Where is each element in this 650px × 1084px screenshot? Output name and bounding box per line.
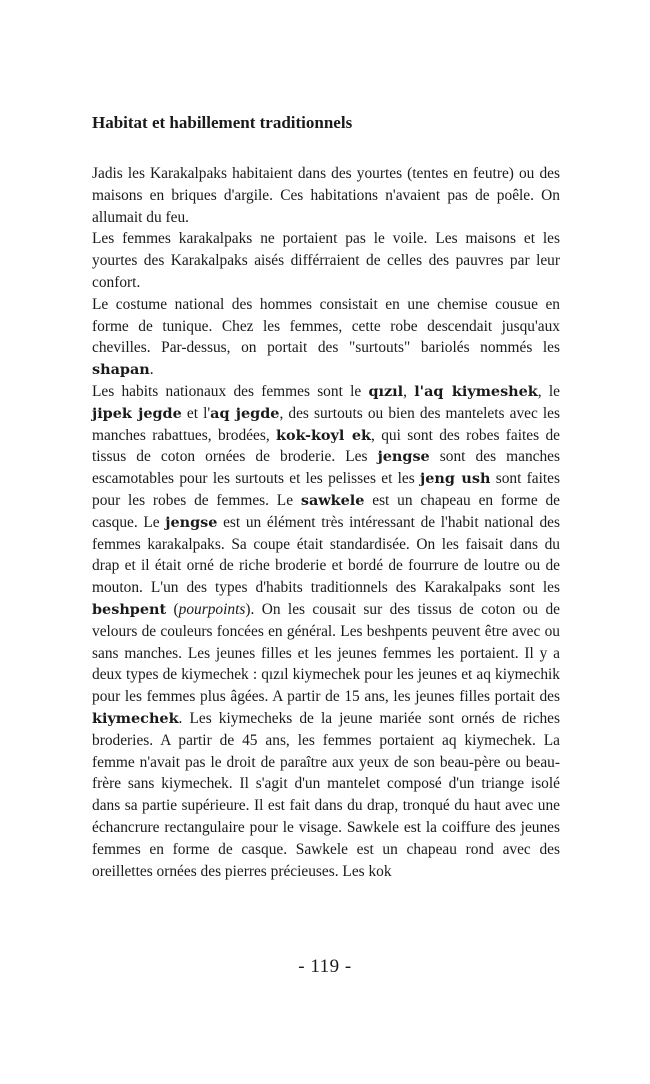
section-title: Habitat et habillement traditionnels [92,113,353,132]
text-run: est un chapeau en forme de casque. Le [92,491,560,531]
page-number: - 119 - [298,956,352,977]
text-run: sont faites pour les robes de femmes. Le [92,470,560,509]
text-run: ( [166,600,179,618]
page-content [92,112,560,882]
paragraph-2: Les femmes karakalpaks ne portaient pas le voile. Les maisons et les yourtes des Karakalpaks aisés différraient de celles des pauvres par leur confort. [92,230,560,291]
term-sawkele: sawkele [300,491,365,509]
term-kiymechek: kiymechek [92,709,179,727]
text-run: , qui sont des robes faites de tissus de coton ornées de broderie. Les [92,426,561,466]
term-beshpent: beshpent [92,600,167,618]
text-run: . [149,361,154,379]
term-pourpoints: pourpoints [178,600,246,618]
paragraph-3 [92,294,560,381]
text-run: et l' [181,404,211,422]
text-run: Les habits nationaux des femmes sont le [92,382,369,400]
term-shapan: shapan [92,361,150,379]
text-run: , le [537,382,560,400]
text-run: . Les kiymecheks de la jeune mariée sont ornés de riches broderies. A partir de 45 ans, les femmes portaient aq kiymechek. La femme n'avait pas le droit de paraître aux yeux de son beau-père ou beau-frère sans kiymechek. Il s'agit d'un mantelet composé d'un triange isolé dans sa partie supérieure. Il est fait dans du drap, tronqué du haut avec une échancrure rectangulaire pour le visage. Sawkele est la coiffure des jeunes femmes en forme de casque. Sawkele est un chapeau rond avec des oreillettes ornées des pierres précieuses. Les kok [92,709,560,880]
text-run: sont des manches escamotables pour les surtouts et les pelisses et les [92,448,560,488]
term-kok-koylek: kok-koyl ek [276,426,371,444]
term-qizil: qızıl [368,382,404,400]
paragraph-1: Jadis les Karakalpaks habitaient dans des yourtes (tentes en feutre) ou des maisons en briques d'argile. Ces habitations n'avaient pas de poêle. On allumait du feu. [92,165,560,226]
term-aq-jegde: aq jegde [210,404,280,422]
term-jengse-2: jengse [165,513,218,531]
term-jeng-ush: jeng ush [420,470,491,488]
term-jengse: jengse [377,448,430,466]
term-aq-kiymeshek: l'aq kiymeshek [414,382,538,400]
text-run: Le costume national des hommes consistait en une chemise cousue en forme de tunique. Chez les femmes, cette robe descendait jusqu'aux chevilles. Par-dessus, on portait des "surtouts" bariolés nommés les [92,295,560,357]
text-run: ). On les cousait sur des tissus de coton ou de velours de couleurs foncées en général. Les beshpents peuvent être avec ou sans manches. Les jeunes filles et les jeunes femmes les portaient. Il y a deux types de kiymechek : qızıl kiymechek pour les jeunes et aq kiymechik pour les femmes plus âgées. A partir de 15 ans, les jeunes filles portait des [92,600,560,706]
paragraph-4 [92,381,560,882]
body-text [92,163,560,882]
text-run: , [403,382,415,400]
term-jipek-jegde: jipek jegde [92,404,182,422]
text-run: est un élément très intéressant de l'habit national des femmes karakalpaks. Sa coupe était standardisée. On les faisait dans du drap et il était orné de riche broderie et bordé de fourrure de loutre ou de mouton. L'un des types d'habits traditionnels des Karakalpaks sont les [92,513,560,597]
text-run: , des surtouts ou bien des mantelets avec les manches rabattues, brodées, [92,404,561,444]
